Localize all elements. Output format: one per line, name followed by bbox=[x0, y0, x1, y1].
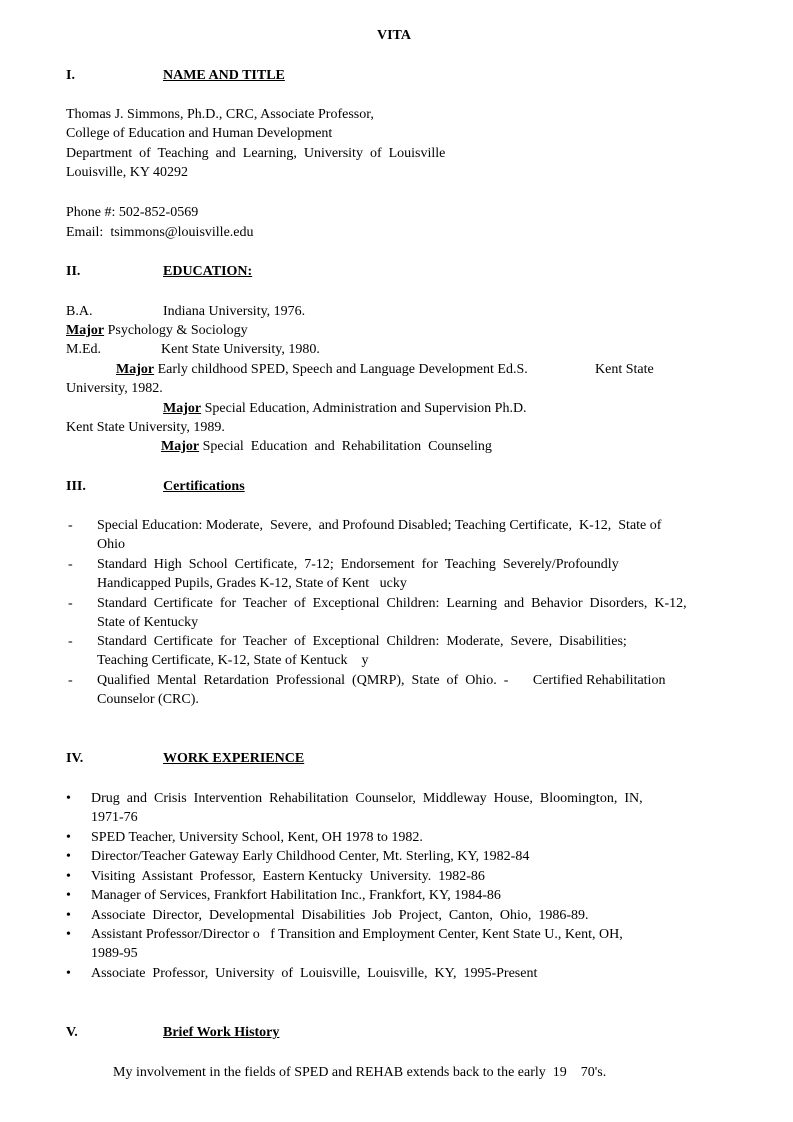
cert-item-line: State of Kentucky bbox=[97, 615, 199, 630]
work-item-line: Manager of Services, Frankfort Habilitation Inc., Frankfort, KY, 1984-86 bbox=[91, 888, 501, 903]
ba-major-line bbox=[66, 323, 248, 339]
cert-dash: - bbox=[68, 634, 73, 649]
major-label: Major bbox=[161, 439, 200, 454]
work-item-line: Associate Director, Developmental Disabilities Job Project, Canton, Ohio, 1986-89. bbox=[91, 908, 589, 923]
section-5-heading: Brief Work History bbox=[163, 1025, 280, 1040]
section-1-number: I. bbox=[66, 68, 75, 83]
department-line: Department of Teaching and Learning, University of Louisville bbox=[66, 146, 446, 161]
cert-item-line: Standard Certificate for Teacher of Exceptional Children: Moderate, Severe, Disabilities; bbox=[97, 634, 627, 649]
work-item-line: 1971-76 bbox=[91, 810, 138, 825]
section-4-number: IV. bbox=[66, 751, 84, 766]
work-bullet: • bbox=[66, 888, 71, 903]
eds-major-line bbox=[163, 401, 527, 417]
document-title: VITA bbox=[377, 28, 411, 43]
phd-major: Special Education and Rehabilitation Counseling bbox=[199, 439, 492, 454]
college-line: College of Education and Human Development bbox=[66, 126, 333, 141]
section-2-heading: EDUCATION: bbox=[163, 264, 253, 279]
work-bullet: • bbox=[66, 791, 71, 806]
work-item-line: Associate Professor, University of Louisville, Louisville, KY, 1995-Present bbox=[91, 966, 538, 981]
cert-item-line: Qualified Mental Retardation Professional (QMRP), State of Ohio. - Certified Rehabilitation bbox=[97, 673, 666, 688]
cert-item-line: Standard Certificate for Teacher of Exceptional Children: Learning and Behavior Disorders, K-12, bbox=[97, 596, 687, 611]
work-item-line: Visiting Assistant Professor, Eastern Kentucky University. 1982-86 bbox=[91, 869, 485, 884]
section-3-heading: Certifications bbox=[163, 479, 245, 494]
phd-school: Kent State University, 1989. bbox=[66, 420, 225, 435]
cert-dash: - bbox=[68, 518, 73, 533]
work-bullet: • bbox=[66, 849, 71, 864]
section-4-heading: WORK EXPERIENCE bbox=[163, 751, 305, 766]
cert-item-line: Handicapped Pupils, Grades K-12, State of Kent ucky bbox=[97, 576, 407, 591]
ba-major: Psychology & Sociology bbox=[104, 323, 248, 338]
work-item-line: SPED Teacher, University School, Kent, OH 1978 to 1982. bbox=[91, 830, 423, 845]
eds-school-part1: Kent State bbox=[595, 362, 654, 377]
med-school: Kent State University, 1980. bbox=[161, 342, 320, 357]
section-2-number: II. bbox=[66, 264, 81, 279]
cert-dash: - bbox=[68, 596, 73, 611]
section-5-number: V. bbox=[66, 1025, 78, 1040]
cert-item-line: Counselor (CRC). bbox=[97, 692, 199, 707]
eds-school-part2: University, 1982. bbox=[66, 381, 163, 396]
work-bullet: • bbox=[66, 830, 71, 845]
work-bullet: • bbox=[66, 869, 71, 884]
phd-major-line bbox=[161, 439, 492, 455]
eds-major: Special Education, Administration and Supervision Ph.D. bbox=[201, 401, 527, 416]
work-item-line: Assistant Professor/Director o f Transition and Employment Center, Kent State U., Kent, OH, bbox=[91, 927, 623, 942]
med-major-line bbox=[116, 362, 528, 378]
work-bullet: • bbox=[66, 927, 71, 942]
major-label: Major bbox=[163, 401, 202, 416]
cert-item-line: Ohio bbox=[97, 537, 125, 552]
cert-item-line: Special Education: Moderate, Severe, and Profound Disabled; Teaching Certificate, K-12, State of bbox=[97, 518, 662, 533]
phone-line: Phone #: 502-852-0569 bbox=[66, 205, 199, 220]
section-3-number: III. bbox=[66, 479, 86, 494]
cert-dash: - bbox=[68, 673, 73, 688]
city-line: Louisville, KY 40292 bbox=[66, 165, 188, 180]
work-bullet: • bbox=[66, 966, 71, 981]
email-line: Email: tsimmons@louisville.edu bbox=[66, 225, 254, 240]
cert-item-line: Teaching Certificate, K-12, State of Kentuck y bbox=[97, 653, 369, 668]
name-title-line: Thomas J. Simmons, Ph.D., CRC, Associate Professor, bbox=[66, 107, 374, 122]
work-item-line: Drug and Crisis Intervention Rehabilitation Counselor, Middleway House, Bloomington, IN, bbox=[91, 791, 643, 806]
major-label: Major bbox=[116, 362, 155, 377]
section-1-heading: NAME AND TITLE bbox=[163, 68, 285, 83]
med-degree: M.Ed. bbox=[66, 342, 101, 357]
work-item-line: Director/Teacher Gateway Early Childhood Center, Mt. Sterling, KY, 1982-84 bbox=[91, 849, 530, 864]
major-label: Major bbox=[66, 323, 105, 338]
work-item-line: 1989-95 bbox=[91, 946, 138, 961]
cert-item-line: Standard High School Certificate, 7-12; Endorsement for Teaching Severely/Profoundly bbox=[97, 557, 619, 572]
ba-school: Indiana University, 1976. bbox=[163, 304, 306, 319]
cert-dash: - bbox=[68, 557, 73, 572]
ba-degree: B.A. bbox=[66, 304, 93, 319]
brief-history-paragraph: My involvement in the fields of SPED and REHAB extends back to the early 19 70's. bbox=[113, 1065, 607, 1080]
work-bullet: • bbox=[66, 908, 71, 923]
med-major: Early childhood SPED, Speech and Language Development Ed.S. bbox=[154, 362, 528, 377]
